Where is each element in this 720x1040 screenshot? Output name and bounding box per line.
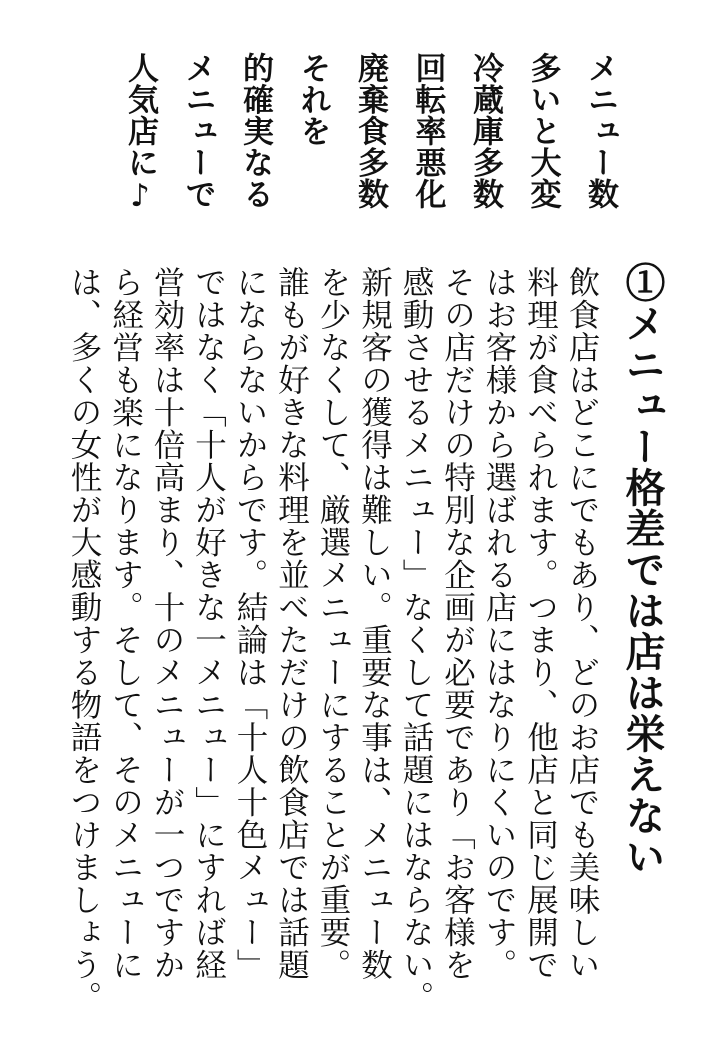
body-line: 営効率は十倍高まり、十のメニューが一つですか [149,266,185,981]
body-line: 新規客の獲得は難しい。重要な事は、メニュー数 [356,266,393,981]
summary-line: メニュー数 [582,52,618,210]
body-line: 料理が食べられます。つまり、他店と同じ展開で [522,266,559,981]
summary-line: 冷蔵庫多数 [467,52,503,210]
summary-line: 多いと大変 [524,52,561,210]
body-line: を少なくして、厳選メニューにすることが重要。 [315,266,351,981]
body-line: 誰もが好きな料理を並べただけの飲食店では話題 [273,266,310,981]
body-line: にならないからです。結論は「十人十色メュー」 [232,266,268,981]
section-heading: ①メニュー格差では店は栄えない [619,262,666,877]
body-line: 飲食店はどこにでもあり、どのお店でも美味しい [564,266,600,981]
body-line: ら経営も楽になります。そして、そのメニューに [107,266,144,981]
body-paragraph [63,266,603,1014]
summary-line: 廃棄食多数 [352,52,388,210]
summary-line: 人気店に♪ [122,52,158,215]
body-line: はお客様から選ばれる店にはなりにくいのです。 [481,266,517,981]
summary-block [111,52,629,252]
summary-line: それを [294,52,331,147]
body-line: ではなく「十人が好きな一メニュー」にすれば経 [190,266,227,981]
body-line: 感動させるメニュー」なくして話題にはならない。 [398,266,434,1014]
body-line: は、多くの女性が大感動する物語をつけましょう。 [66,266,102,1014]
body-line: その店だけの特別な企画が必要であり「お客様を [439,266,476,981]
summary-line: 回転率悪化 [409,52,446,210]
summary-line: 的確実なる [237,52,273,210]
summary-line: メニューで [179,52,216,210]
